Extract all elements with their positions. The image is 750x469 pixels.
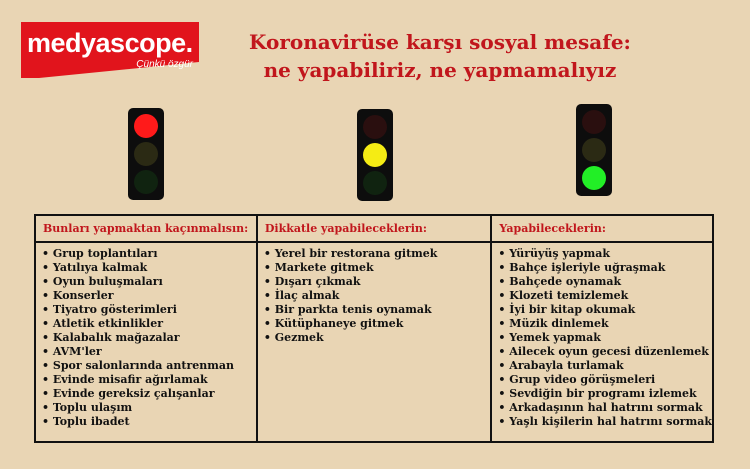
column-avoid: [36, 216, 256, 441]
column-allowed: [490, 216, 712, 441]
logo-tagline: Çünkü özgür: [136, 59, 193, 70]
column-header: Yapabileceklerin:: [492, 216, 712, 243]
list-item: • Kütüphaneye gitmek: [264, 317, 491, 331]
list-item: • Yemek yapmak: [498, 331, 712, 345]
bulb-top: [134, 114, 158, 138]
list-item: • Ailecek oyun gecesi düzenlemek: [498, 345, 712, 359]
column-header: Dikkatle yapabileceklerin:: [258, 216, 491, 243]
list-item: • Konserler: [42, 289, 256, 303]
list-item: • Yatılıya kalmak: [42, 261, 256, 275]
list-item: • İlaç almak: [264, 289, 491, 303]
list-item: • Toplu ulaşım: [42, 401, 256, 415]
bulb-bottom: [363, 171, 387, 195]
list-item: • Tiyatro gösterimleri: [42, 303, 256, 317]
list-item: • Yürüyüş yapmak: [498, 247, 712, 261]
medyascope-logo[interactable]: [21, 22, 199, 78]
list-item: • Bahçede oynamak: [498, 275, 712, 289]
list-item: • AVM'ler: [42, 345, 256, 359]
list-item: • Yerel bir restorana gitmek: [264, 247, 491, 261]
traffic-light-yellow: [357, 109, 393, 201]
carefully-list: [258, 243, 491, 345]
bulb-bottom: [134, 170, 158, 194]
list-item: • Arkadaşının hal hatrını sormak: [498, 401, 712, 415]
list-item: • İyi bir kitap okumak: [498, 303, 712, 317]
bulb-middle: [134, 142, 158, 166]
list-item: • Bahçe işleriyle uğraşmak: [498, 261, 712, 275]
avoid-list: [36, 243, 256, 429]
list-item: • Atletik etkinlikler: [42, 317, 256, 331]
logo-name: medyascope.: [27, 28, 193, 58]
list-item: • Evinde gereksiz çalışanlar: [42, 387, 256, 401]
bulb-middle: [582, 138, 606, 162]
traffic-light-red: [128, 108, 164, 200]
list-item: • Markete gitmek: [264, 261, 491, 275]
column-header: Bunları yapmaktan kaçınmalısın:: [36, 216, 256, 243]
bulb-top: [363, 115, 387, 139]
page-title: [220, 28, 660, 84]
bulb-bottom: [582, 166, 606, 190]
list-item: • Müzik dinlemek: [498, 317, 712, 331]
list-item: • Gezmek: [264, 331, 491, 345]
bulb-top: [582, 110, 606, 134]
list-item: • Toplu ibadet: [42, 415, 256, 429]
traffic-light-green: [576, 104, 612, 196]
list-item: • Sevdiğin bir programı izlemek: [498, 387, 712, 401]
list-item: • Dışarı çıkmak: [264, 275, 491, 289]
title-line-2: ne yapabiliriz, ne yapmamalıyız: [263, 58, 617, 82]
list-item: • Grup video görüşmeleri: [498, 373, 712, 387]
allowed-list: [492, 243, 712, 429]
list-item: • Yaşlı kişilerin hal hatrını sormak: [498, 415, 712, 429]
column-carefully: [256, 216, 491, 441]
list-item: • Arabayla turlamak: [498, 359, 712, 373]
list-item: • Evinde misafir ağırlamak: [42, 373, 256, 387]
guidance-table: [34, 214, 714, 443]
title-line-1: Koronavirüse karşı sosyal mesafe:: [249, 30, 631, 54]
list-item: • Kalabalık mağazalar: [42, 331, 256, 345]
list-item: • Spor salonlarında antrenman: [42, 359, 256, 373]
list-item: • Oyun buluşmaları: [42, 275, 256, 289]
list-item: • Grup toplantıları: [42, 247, 256, 261]
list-item: • Bir parkta tenis oynamak: [264, 303, 491, 317]
bulb-middle: [363, 143, 387, 167]
list-item: • Klozeti temizlemek: [498, 289, 712, 303]
